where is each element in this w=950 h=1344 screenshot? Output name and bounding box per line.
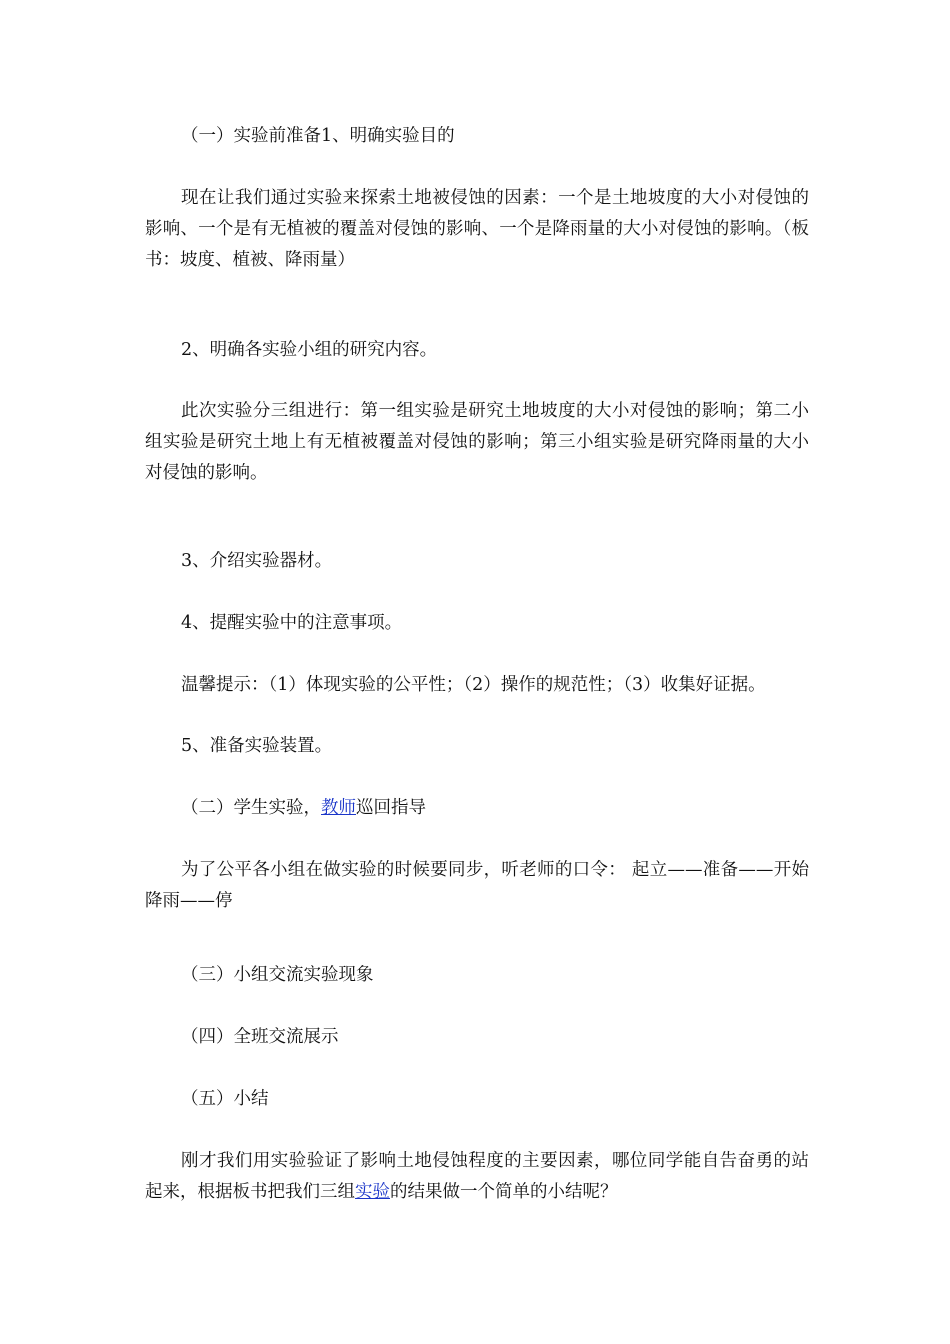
- heading-text-after: 巡回指导: [356, 798, 426, 818]
- heading-text-before: （二）学生实验，: [181, 798, 321, 818]
- experiment-link[interactable]: 实验: [355, 1182, 390, 1202]
- step-prepare-apparatus: 5、准备实验装置。: [181, 736, 333, 756]
- paragraph-commands: 为了公平各小组在做实验的时候要同步，听老师的口令： 起立——准备——开始降雨——停: [145, 860, 809, 911]
- paragraph-summary: [145, 1146, 809, 1208]
- teacher-link[interactable]: 教师: [321, 798, 356, 818]
- paragraph-group-assignments: 此次实验分三组进行：第一组实验是研究土地坡度的大小对侵蚀的影响；第二小组实验是研究土地上有无植被覆盖对侵蚀的影响；第三小组实验是研究降雨量的大小对侵蚀的影响。: [145, 401, 809, 483]
- summary-text-before: 刚才我们用实验验证了影响土地侵蚀程度的主要因素，哪位同学能自告奋勇的站起来，根据板书把我们三组: [145, 1151, 809, 1202]
- summary-text-after: 的结果做一个简单的小结呢？: [390, 1182, 618, 1202]
- step-safety-notes: 4、提醒实验中的注意事项。: [181, 613, 403, 633]
- step-introduce-equipment: 3、介绍实验器材。: [181, 551, 333, 571]
- paragraph-experiment-purpose: 现在让我们通过实验来探索土地被侵蚀的因素：一个是土地坡度的大小对侵蚀的影响、一个是有无植被的覆盖对侵蚀的影响、一个是降雨量的大小对侵蚀的影响。（板书：坡度、植被、降雨量）: [145, 188, 809, 270]
- tip-reminder: 温馨提示：（1）体现实验的公平性；（2）操作的规范性；（3）收集好证据。: [181, 675, 766, 695]
- section-heading-group-exchange: （三）小组交流实验现象: [181, 965, 374, 985]
- section-heading-preparation: （一）实验前准备1、明确实验目的: [181, 126, 455, 146]
- section-heading-class-display: （四）全班交流展示: [181, 1027, 339, 1047]
- section-heading-summary: （五）小结: [181, 1089, 269, 1109]
- step-group-content: 2、明确各实验小组的研究内容。: [181, 340, 438, 360]
- section-heading-student-experiment: [145, 793, 809, 824]
